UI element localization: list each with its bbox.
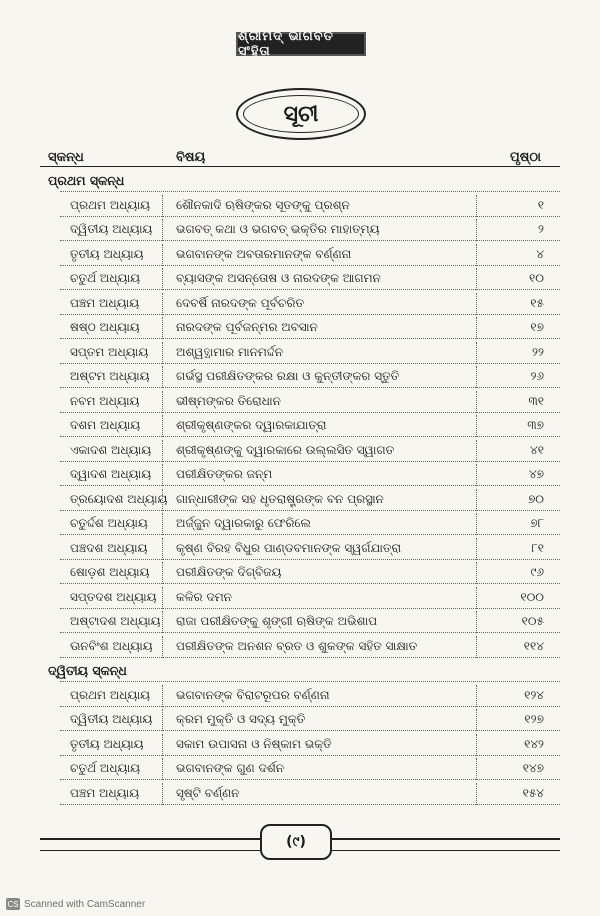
row-rule bbox=[60, 338, 560, 339]
topic-cell: ପରୀକ୍ଷିତଙ୍କର ଜନ୍ମ bbox=[176, 467, 273, 481]
table-row bbox=[0, 636, 600, 658]
column-divider bbox=[162, 219, 163, 241]
topic-cell: ପରୀକ୍ଷିତଙ୍କ ଅନଶନ ବ୍ରତ ଓ ଶୁକଙ୍କ ସହିତ ସାକ୍ଷାତ bbox=[176, 638, 418, 653]
row-rule bbox=[60, 216, 560, 217]
row-rule bbox=[60, 191, 560, 192]
page-cell: ୨ bbox=[538, 222, 544, 236]
page-cell: ୧ bbox=[537, 197, 544, 212]
chapter-cell: ଦଶମ ଅଧ୍ୟାୟ bbox=[70, 418, 141, 432]
topic-cell: ଅର୍ଜ୍ଜୁନ ଦ୍ୱାରକାରୁ ଫେରିଲେ bbox=[176, 516, 311, 530]
column-divider bbox=[162, 464, 163, 486]
column-divider bbox=[476, 195, 477, 217]
page-cell: ୯୬ bbox=[530, 565, 544, 579]
column-divider bbox=[476, 734, 477, 756]
column-divider bbox=[476, 415, 477, 437]
table-row bbox=[0, 268, 600, 290]
row-rule bbox=[60, 608, 560, 609]
page-cell: ୨୨ bbox=[532, 344, 544, 359]
row-rule bbox=[60, 363, 560, 364]
topic-cell: ଭଗବତ୍ କଥା ଓ ଭଗବତ୍ ଭକ୍ତିର ମାହାତ୍ମ୍ୟ bbox=[176, 222, 380, 236]
header-band: ଶ୍ରୀମଦ୍ ଭାଗବତ ସଂହିତା bbox=[236, 32, 366, 56]
table-row bbox=[0, 244, 600, 266]
table-row bbox=[0, 342, 600, 364]
page-cell: ୭୮ bbox=[530, 516, 544, 530]
topic-cell: ସକାମ ଉପାସନା ଓ ନିଷ୍କାମ ଭକ୍ତି bbox=[176, 736, 332, 751]
topic-cell: ରାଜା ପରୀକ୍ଷିତଙ୍କୁ ଶୃଙ୍ଗୀ ଋଷିଙ୍କ ଅଭିଶାପ bbox=[176, 614, 378, 628]
page-cell: ୪୭ bbox=[528, 467, 544, 481]
page-title: ସୂଚୀ bbox=[283, 101, 319, 127]
column-divider bbox=[476, 342, 477, 364]
topic-cell: ଭଗବାନଙ୍କ ଅବତାରମାନଙ୍କ ବର୍ଣ୍ଣନା bbox=[176, 246, 352, 261]
row-rule bbox=[60, 681, 560, 682]
row-rule bbox=[60, 461, 560, 462]
column-divider bbox=[162, 244, 163, 266]
column-divider bbox=[162, 489, 163, 511]
chapter-cell: ଚତୁର୍ଥ ଅଧ୍ୟାୟ bbox=[70, 271, 141, 285]
column-divider bbox=[476, 317, 477, 339]
chapter-cell: ସପ୍ତମ ଅଧ୍ୟାୟ bbox=[70, 344, 149, 359]
topic-cell: ଗାନ୍ଧାରୀଙ୍କ ସହ ଧୃତରାଷ୍ଟ୍ରଙ୍କ ବନ ପ୍ରସ୍ଥାନ bbox=[176, 491, 384, 506]
row-rule bbox=[60, 265, 560, 266]
table-row bbox=[0, 611, 600, 633]
section-heading bbox=[0, 660, 600, 682]
page-cell: ୪୧ bbox=[530, 442, 544, 457]
column-divider bbox=[476, 366, 477, 388]
table-row bbox=[0, 489, 600, 511]
table-row bbox=[0, 734, 600, 756]
page-cell: ୧୪୭ bbox=[522, 761, 544, 775]
chapter-cell: ପଞ୍ଚଦଶ ଅଧ୍ୟାୟ bbox=[70, 540, 148, 555]
table-row bbox=[0, 587, 600, 609]
camscanner-logo-icon: CS bbox=[7, 899, 19, 909]
page-cell: ୩୧ bbox=[528, 393, 544, 408]
row-rule bbox=[60, 387, 560, 388]
column-divider bbox=[162, 415, 163, 437]
chapter-cell: ପଞ୍ଚମ ଅଧ୍ୟାୟ bbox=[70, 785, 140, 800]
page-cell: ୮୧ bbox=[531, 540, 544, 555]
table-row bbox=[0, 391, 600, 413]
row-rule bbox=[60, 632, 560, 633]
chapter-cell: ତୃତୀୟ ଅଧ୍ୟାୟ bbox=[70, 736, 144, 751]
page-cell: ୧୦ bbox=[529, 271, 544, 285]
page-cell: ୧୪୨ bbox=[524, 736, 544, 751]
row-rule bbox=[60, 657, 560, 658]
scanner-watermark bbox=[6, 898, 145, 910]
page-cell: ୧୦୫ bbox=[521, 614, 544, 628]
column-divider bbox=[476, 758, 477, 780]
chapter-cell: ଚତୁର୍ଦ୍ଦଶ ଅଧ୍ୟାୟ bbox=[70, 516, 148, 530]
topic-cell: ସୃଷ୍ଟି ବର୍ଣ୍ଣନ bbox=[176, 785, 240, 800]
column-divider bbox=[162, 611, 163, 633]
topic-cell: ବ୍ୟାସଙ୍କ ଅସନ୍ତୋଷ ଓ ନାରଦଙ୍କ ଆଗମନ bbox=[176, 271, 381, 285]
column-divider bbox=[162, 538, 163, 560]
chapter-cell: ଷଷ୍ଠ ଅଧ୍ୟାୟ bbox=[70, 320, 140, 334]
column-divider bbox=[162, 783, 163, 805]
column-divider bbox=[162, 685, 163, 707]
column-divider bbox=[476, 587, 477, 609]
column-divider bbox=[476, 293, 477, 315]
column-divider bbox=[162, 709, 163, 731]
column-divider bbox=[476, 636, 477, 658]
page-cell: ୪ bbox=[536, 246, 544, 261]
chapter-cell: ଦ୍ୱାଦଶ ଅଧ୍ୟାୟ bbox=[70, 467, 152, 481]
page-cell: ୧୨୪ bbox=[524, 687, 544, 702]
column-divider bbox=[162, 734, 163, 756]
column-divider bbox=[476, 489, 477, 511]
chapter-cell: ତୃତୀୟ ଅଧ୍ୟାୟ bbox=[70, 246, 144, 261]
column-divider bbox=[162, 342, 163, 364]
topic-cell: ନାରଦଙ୍କ ପୂର୍ବଜନ୍ମର ଅବସାନ bbox=[176, 320, 318, 334]
table-row bbox=[0, 415, 600, 437]
table-row bbox=[0, 317, 600, 339]
page-cell: ୨୬ bbox=[530, 369, 544, 383]
table-row bbox=[0, 293, 600, 315]
topic-cell: ଭଗବାନଙ୍କ ଗୁଣ ଦର୍ଶନ bbox=[176, 761, 285, 775]
column-header-subject: ବିଷୟ bbox=[176, 150, 206, 165]
column-divider bbox=[162, 440, 163, 462]
column-divider bbox=[162, 366, 163, 388]
chapter-cell: ପଞ୍ଚମ ଅଧ୍ୟାୟ bbox=[70, 295, 140, 310]
row-rule bbox=[60, 755, 560, 756]
topic-cell: ଭୀଷ୍ମଙ୍କର ତିରୋଧାନ bbox=[176, 393, 281, 408]
chapter-cell: ତ୍ରୟୋଦଶ ଅଧ୍ୟାୟ bbox=[70, 491, 168, 506]
topic-cell: ଦେବର୍ଷି ନାରଦଙ୍କ ପୂର୍ବଚରିତ bbox=[176, 295, 305, 310]
table-row bbox=[0, 366, 600, 388]
table-row bbox=[0, 538, 600, 560]
row-rule bbox=[60, 804, 560, 805]
chapter-cell: ଏକାଦଶ ଅଧ୍ୟାୟ bbox=[70, 442, 152, 457]
topic-cell: ପରୀକ୍ଷିତଙ୍କ ଦିଗ୍‌ବିଜୟ bbox=[176, 565, 282, 579]
row-rule bbox=[60, 583, 560, 584]
row-rule bbox=[60, 412, 560, 413]
section-label: ଦ୍ୱିତୀୟ ସ୍କନ୍ଧ bbox=[48, 663, 127, 678]
topic-cell: ଶ୍ରୀକୃଷ୍ଣଙ୍କୁ ଦ୍ୱାରକାରେ ଉଲ୍ଲସିତ ସ୍ୱାଗତ bbox=[176, 442, 395, 457]
table-row bbox=[0, 783, 600, 805]
page-cell: ୧୭ bbox=[530, 320, 544, 334]
column-divider bbox=[162, 758, 163, 780]
page-cell: ୧୦୦ bbox=[520, 589, 544, 604]
page-cell: ୭୦ bbox=[527, 491, 544, 506]
chapter-cell: ପ୍ରଥମ ଅଧ୍ୟାୟ bbox=[70, 197, 150, 212]
column-divider bbox=[476, 268, 477, 290]
header-rule bbox=[40, 166, 560, 167]
topic-cell: କୃଷ୍ଣ ବିରହ ବିଧୁର ପାଣ୍ଡବମାନଙ୍କ ସ୍ୱର୍ଗଯାତ୍ରା bbox=[176, 540, 402, 555]
column-divider bbox=[476, 244, 477, 266]
chapter-cell: ଊନବିଂଶ ଅଧ୍ୟାୟ bbox=[70, 638, 153, 653]
table-row bbox=[0, 195, 600, 217]
column-header-page: ପୃଷ୍ଠା bbox=[510, 150, 541, 165]
chapter-cell: ଚତୁର୍ଥ ଅଧ୍ୟାୟ bbox=[70, 761, 141, 775]
table-row bbox=[0, 440, 600, 462]
column-divider bbox=[476, 783, 477, 805]
row-rule bbox=[60, 314, 560, 315]
column-divider bbox=[162, 293, 163, 315]
row-rule bbox=[60, 485, 560, 486]
column-divider bbox=[476, 562, 477, 584]
scanner-text: Scanned with CamScanner bbox=[24, 898, 146, 910]
chapter-cell: ଷୋଡ଼ଶ ଅଧ୍ୟାୟ bbox=[70, 565, 150, 579]
title-oval bbox=[236, 88, 366, 140]
page-cell: ୧୨୭ bbox=[524, 712, 544, 726]
page-cell: ୩୭ bbox=[527, 418, 544, 432]
column-divider bbox=[476, 538, 477, 560]
column-divider bbox=[162, 562, 163, 584]
topic-cell: ଶୌନକାଦି ଋଷିଙ୍କର ସୂତଙ୍କୁ ପ୍ରଶ୍ନ bbox=[176, 197, 350, 212]
page-cell: ୧୧୪ bbox=[523, 638, 544, 653]
topic-cell: ଗର୍ଭସ୍ଥ ପରୀକ୍ଷିତଙ୍କର ରକ୍ଷା ଓ କୁନ୍ତୀଙ୍କର ସ୍ତୁତି bbox=[176, 369, 400, 383]
column-divider bbox=[162, 317, 163, 339]
table-row bbox=[0, 758, 600, 780]
topic-cell: ଭଗବାନଙ୍କ ବିରାଟରୂପର ବର୍ଣ୍ଣନା bbox=[176, 687, 330, 702]
column-divider bbox=[476, 464, 477, 486]
row-rule bbox=[60, 779, 560, 780]
chapter-cell: ପ୍ରଥମ ଅଧ୍ୟାୟ bbox=[70, 687, 150, 702]
footer-page-number: (୯) bbox=[260, 824, 332, 860]
column-divider bbox=[162, 636, 163, 658]
column-divider bbox=[162, 268, 163, 290]
column-divider bbox=[476, 391, 477, 413]
row-rule bbox=[60, 534, 560, 535]
row-rule bbox=[60, 559, 560, 560]
row-rule bbox=[60, 510, 560, 511]
chapter-cell: ନବମ ଅଧ୍ୟାୟ bbox=[70, 393, 140, 408]
table-row bbox=[0, 219, 600, 241]
column-divider bbox=[476, 685, 477, 707]
column-divider bbox=[162, 391, 163, 413]
chapter-cell: ଦ୍ୱିତୀୟ ଅଧ୍ୟାୟ bbox=[70, 222, 153, 236]
column-divider bbox=[476, 709, 477, 731]
table-row bbox=[0, 562, 600, 584]
topic-cell: କ୍ରମ ମୁକ୍ତି ଓ ସଦ୍ୟ ମୁକ୍ତି bbox=[176, 712, 306, 726]
row-rule bbox=[60, 730, 560, 731]
column-divider bbox=[162, 513, 163, 535]
topic-cell: କଳିର ଦମନ bbox=[176, 589, 232, 604]
table-row bbox=[0, 464, 600, 486]
column-divider bbox=[476, 513, 477, 535]
table-row bbox=[0, 513, 600, 535]
topic-cell: ଅଶ୍ୱତ୍ଥାମାର ମାନମର୍ଦ୍ଦନ bbox=[176, 344, 283, 359]
table-row bbox=[0, 709, 600, 731]
page-cell: ୧୫ bbox=[530, 295, 544, 310]
column-header-skandha: ସ୍କନ୍ଧ bbox=[48, 150, 84, 165]
chapter-cell: ଅଷ୍ଟମ ଅଧ୍ୟାୟ bbox=[70, 369, 150, 383]
row-rule bbox=[60, 240, 560, 241]
column-divider bbox=[476, 440, 477, 462]
column-divider bbox=[476, 219, 477, 241]
section-heading bbox=[0, 170, 600, 192]
row-rule bbox=[60, 706, 560, 707]
column-divider bbox=[162, 587, 163, 609]
chapter-cell: ସପ୍ତଦଶ ଅଧ୍ୟାୟ bbox=[70, 589, 157, 604]
column-divider bbox=[162, 195, 163, 217]
topic-cell: ଶ୍ରୀକୃଷ୍ଣଙ୍କର ଦ୍ୱାରକାଯାତ୍ରା bbox=[176, 418, 327, 432]
row-rule bbox=[60, 436, 560, 437]
section-label: ପ୍ରଥମ ସ୍କନ୍ଧ bbox=[48, 173, 125, 188]
row-rule bbox=[60, 289, 560, 290]
chapter-cell: ଅଷ୍ଟାଦଶ ଅଧ୍ୟାୟ bbox=[70, 614, 161, 628]
chapter-cell: ଦ୍ୱିତୀୟ ଅଧ୍ୟାୟ bbox=[70, 712, 153, 726]
page-cell: ୧୫୪ bbox=[522, 785, 544, 800]
table-row bbox=[0, 685, 600, 707]
column-divider bbox=[476, 611, 477, 633]
